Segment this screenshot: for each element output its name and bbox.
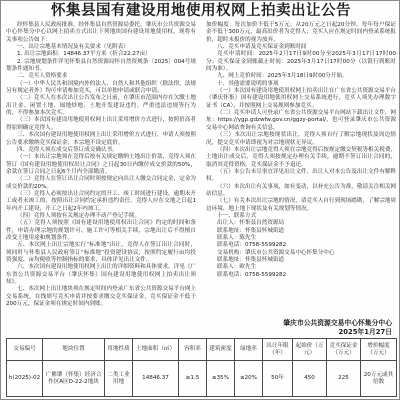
notice-paragraph: 联系地址：怀集县怀城街道 bbox=[217, 257, 285, 263]
notice-paragraph: 联系人：欧先生 bbox=[217, 264, 257, 271]
notice-paragraph: 十一、联系方式 bbox=[217, 212, 257, 219]
table-header-cell: 土地面积（㎡） bbox=[133, 339, 179, 361]
table-cell: ≥35% bbox=[207, 361, 235, 397]
table-cell: 50年 bbox=[263, 361, 293, 397]
table-header-cell: 起始价（万元） bbox=[293, 339, 327, 361]
notice-right-column bbox=[206, 22, 396, 279]
table-cell: 14846.37 bbox=[133, 361, 179, 397]
table-header-cell: 竞买保证金（万元） bbox=[327, 339, 361, 361]
notice-paragraph: 五、本次网上出让宗地实行“标准地”出让，竞得人在签订出让合同时，须同时与怀集县人民政府签订“标准地”投资建设协议，按照约定履行亩均投资强度、亩均税收等控制指标的要求，具体详见出让文件。 bbox=[6, 242, 196, 263]
notice-paragraph: （四）本次出让宗地竞得人须在宗地竞得后按规定缴交契税等相关税费，土地出让成交后，竞得人须按规定办理有关手续，逾期不签订出让合同的，取消其竞得资格，竞买保证金不予退还。 bbox=[206, 146, 397, 168]
notice-paragraph: 一、出让宗地基本情况及有关要求（见附表） bbox=[17, 44, 129, 51]
notice-paragraph: 竞买申请时间：2025年2月17日9时00分至2025年3月17日17时00分；竞买保证金到账截止时间：2025年3月17日17时00分（以银行到账时间为准）。 bbox=[206, 51, 396, 73]
table-cell: 20万元或其倍数 bbox=[361, 361, 397, 397]
notice-title: 怀集县国有建设用地使用权网上拍卖出让公告 bbox=[51, 3, 351, 19]
notice-paragraph: 九、网上竞价时间：2025年3月18日9时00分开始。 bbox=[217, 73, 348, 80]
notice-left-column bbox=[6, 22, 196, 308]
notice-paragraph: 四、竞得人须在成交后签订成交确认书。 bbox=[17, 146, 118, 153]
signature-org: 肇庆市公共资源交易中心怀集分中心 bbox=[283, 319, 392, 327]
table-cell: 225 bbox=[327, 361, 361, 397]
signature-block bbox=[283, 319, 392, 337]
notice-paragraph: 十、其他需要说明的事项 bbox=[217, 80, 279, 87]
notice-paragraph: 联系电话：0758-5599282 bbox=[217, 242, 287, 249]
table-header-cell: 容积率 bbox=[179, 339, 207, 361]
notice-paragraph: （五）本公告未尽事宜详见出让文件，出让人对本公告及出让文件有解释权。 bbox=[206, 168, 397, 183]
notice-paragraph: （二）竞得人在签订出让合同时须按规定向出让人缴交合同定金，定金为成交价款的20%。 bbox=[6, 176, 197, 190]
table-header-cell: 用地性质 bbox=[105, 339, 133, 361]
notice-paragraph: （二）竞买申请人可登录广东省公共资源交易平台网站下载出让文件，网址：https://ygp.gdzwfw.gov.cn/ggzy-portal/，也可登录肇庆市公共资源交易中心网站查询有关信息。 bbox=[206, 110, 397, 131]
table-cell: 广佛肇（怀集）经济合作区A区D-22-2地块 bbox=[43, 361, 105, 397]
notice-paragraph: （四）竞得人须按有关规定办理不动产登记手续。 bbox=[17, 212, 141, 219]
table-row bbox=[7, 361, 397, 397]
notice-paragraph: 2. 宗地规划条件详见怀集县自然资源局怀自然资规条〔2025〕004号规划条件通知书。 bbox=[6, 58, 196, 73]
table-header-cell: 建筑密度 bbox=[207, 339, 235, 361]
notice-paragraph: 八、竞买申请及竞买保证金到账时间 bbox=[217, 44, 307, 51]
notice-paragraph: 联系人：陈先生 bbox=[217, 234, 257, 241]
notice-paragraph: 六、本次国有建设用地使用权网上出让的详细资料和具体要求，详见《广东省公共资源交易平台（肇庆怀集）国有建设用地使用权网上拍卖出让须知》。 bbox=[6, 264, 197, 286]
notice-paragraph: 加价幅度：每次加价不低于5万元；从20万元之日起20分钟，每年每户保证金不低于300万元，最高出价者为竞得人；竞买人应在规定时间内登录系统报价，超时未报价的视为放弃。 bbox=[206, 22, 396, 43]
notice-paragraph: （五）竞得人须按照《国有建设用地使用权出让合同》约定的时间和条件，申请办理宗地的规划许可、施工许可等相关手续，宗地出让后不得擅自改变土地用途和规划条件。 bbox=[6, 220, 196, 241]
notice-paragraph: （三）竞得人必须按出让合同约定的开工、竣工时间进行建设，逾期未开工或者未竣工的，按照出让合同约定承担违约责任。竞得人应在交地之日起1年内开工建设，开工之日起2年内竣工。 bbox=[6, 190, 197, 212]
notice-paragraph: 1. 出让宗地面积：14846.37平方米（折合22.27亩） bbox=[17, 51, 151, 58]
table-header-cell: 出让年限（年） bbox=[263, 339, 293, 361]
notice-paragraph: （三）本次国有建设用地使用权网上出让采用增价方式进行，按照价高者得原则确定竞得人。 bbox=[6, 117, 197, 131]
notice-paragraph: 二、竞买人资格要求 bbox=[17, 73, 68, 80]
notice-paragraph: （六）本次出让有关事项，如有变动，以补充公告为准，敬请关注相关网站信息。 bbox=[206, 183, 397, 197]
land-lot-table bbox=[6, 338, 397, 397]
table-body bbox=[7, 361, 397, 397]
notice-paragraph: 三、本次国有建设用地使用权网上出让采用增价方式进行，申请人须按照公告要求缴纳竞买保证金，本宗地不设定底价。 bbox=[6, 132, 197, 146]
table-cell: ≥1.5 bbox=[179, 361, 207, 397]
notice-paragraph: 联系地址：怀集县怀城街道 bbox=[217, 227, 285, 234]
table-header-cell: 地块位置 bbox=[43, 339, 105, 361]
table-cell: 二类工业用地 bbox=[105, 361, 133, 397]
notice-paragraph: 经怀集县人民政府批准，经怀集县自然资源局委托，肇庆市公共资源交易中心怀集分中心以网上拍卖方式出让下列地块国有建设用地使用权，现将有关事项公告如下： bbox=[6, 22, 197, 43]
notice-paragraph: （二）竞买人在本次出让公告发布之日前，在肇庆市范围内存在欠缴土地出让金、闲置土地、囤地炒地、土地开发建设违约、严重违法违规等行为的，不得参加本次竞买。 bbox=[6, 95, 197, 117]
notice-paragraph: 七、本次网上出让地块须在规定时间内登录广东省公共资源交易平台网上交易系统，在线填写竞买申请并按要求缴交竞买保证金，竞买保证金不低于200万元，保证金须在规定时间内到账。 bbox=[6, 286, 197, 308]
notice-paragraph: （三）本次出让宗地按现状出让，竞得人须自行了解宗地现状及周边情况，提交竞买申请即视为对宗地现状无异议。 bbox=[206, 132, 396, 146]
notice-paragraph: （一）本出让宗地须在竞得后按有关规定缴纳土地出让价款，竞得人须在签订《国有建设用地使用权出让合同》之日起30日内缴付成交价款的50%，余款在签订合同之日起6个月内全部缴清。 bbox=[6, 154, 197, 175]
notice-paragraph: （一）中华人民共和国境内外的法人、自然人和其他组织（除法律、法规另有规定者外）均可申请参加竞买，可以单独申请或联合申请。 bbox=[6, 80, 197, 95]
table-cell: h(2025)-02 bbox=[7, 361, 43, 397]
table-cell: ≤20% bbox=[235, 361, 263, 397]
table-header-cell: 交易编号 bbox=[7, 339, 43, 361]
notice-paragraph: （一）本次国有建设用地使用权网上拍卖出让在广东省公共资源交易平台（肇庆怀集）国有建设用地使用权网上交易系统进行，竞买人须先办理数字证书（CA），并按照网上交易规则参加竞买。 bbox=[206, 88, 397, 109]
notice-paragraph: 交易机构：肇庆市公共资源交易中心怀集分中心 bbox=[217, 249, 335, 256]
signature-date: 2025年1月27日 bbox=[338, 328, 392, 336]
table-header-cell: 增价幅度（万元） bbox=[361, 339, 397, 361]
notice-paragraph: 出让人：怀集县自然资源局 bbox=[217, 220, 285, 227]
notice-paragraph: 联系电话：0758-5599282 bbox=[217, 271, 287, 278]
notice-paragraph: （七）有关本次出让宗地的情况，请竞买人自行到现场踏勘，了解宗地周边环境、地上地下现状及有关规划等情况。 bbox=[206, 198, 397, 212]
table-header-row bbox=[7, 339, 397, 361]
table-cell: 450 bbox=[293, 361, 327, 397]
table-header-cell: 绿地率 bbox=[235, 339, 263, 361]
